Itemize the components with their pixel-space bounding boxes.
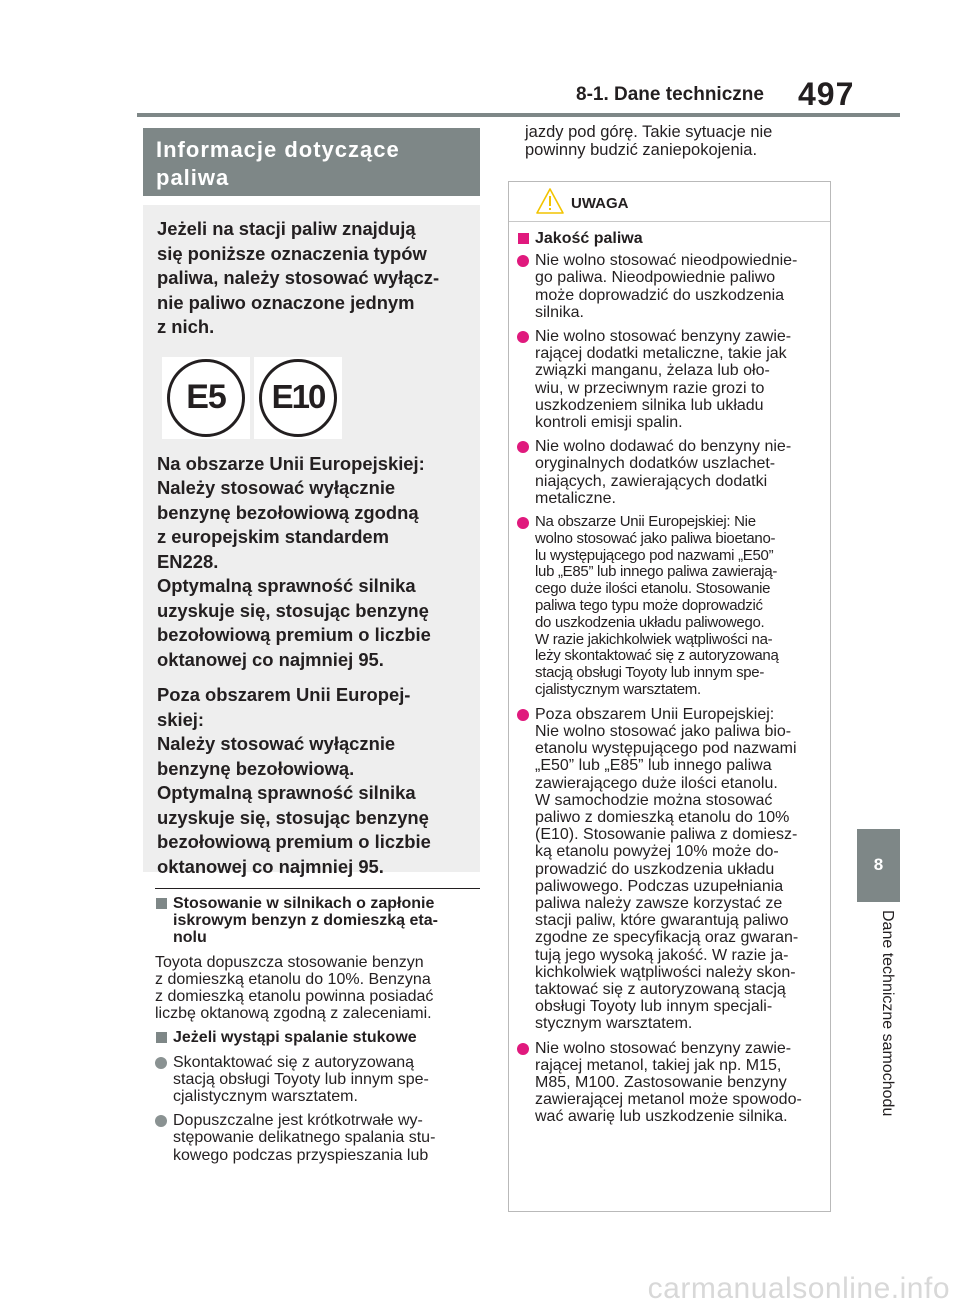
warning-box	[508, 181, 831, 1212]
warning-header	[509, 182, 830, 222]
header-section-title: 8-1. Dane techniczne	[576, 84, 764, 105]
fuel-box-intro: Jeżeli na stacji paliw znajdują się poniższe oznaczenia typów paliwa, należy stosować wyłącz- nie paliwo oznaczone jednym z nich.	[157, 218, 440, 337]
ethanol-section	[155, 895, 480, 1164]
warning-list-item: Na obszarze Unii Europejskiej: Nie wolno stosować jako paliwa bioetano- lu występującego pod nazwami „E50” lub „E85” lub innego paliwa zawierają- cego duże ilości etanolu. Stosowanie paliwa tego typu może doprowadzić do uszkodzenia układu paliwowego. W razie jakichkolwiek wątpliwości na- leży skontaktować się z autoryzowaną stacją obsługi Toyoty lub innym spe- cjalistycznym warsztatem.	[517, 514, 825, 699]
fuel-badges	[162, 357, 466, 439]
warning-list-item: Nie wolno stosować benzyny zawie- rającej metanol, takiej jak np. M15, M85, M100. Zastosowanie benzyny zawierającej metanol może spowodo- wać awarię lub uszkodzenie silnika.	[517, 1040, 825, 1126]
warning-list-item: Nie wolno stosować benzyny zawie- rającej dodatki metaliczne, takie jak związki manganu, żelaza lub oło- wiu, w przeciwnym razie grozi to uszkodzeniem silnika lub układu kontroli emisji spalin.	[517, 328, 825, 431]
knocking-heading: Jeżeli wystąpi spalanie stukowe	[155, 1029, 480, 1046]
section-divider	[155, 888, 480, 889]
ethanol-heading: Stosowanie w silnikach o zapłonie iskrowym benzyn z domieszką eta- nolu	[155, 895, 480, 947]
warning-list-item: Nie wolno dodawać do benzyny nie- oryginalnych dodatków uszlachet- niających, zawierających dodatki metaliczne.	[517, 438, 825, 507]
warning-label: UWAGA	[571, 195, 629, 212]
ethanol-paragraph: Toyota dopuszcza stosowanie benzyn z domieszką etanolu do 10%. Benzyna z domieszką etanolu powinna posiadać liczbę oktanową zgodną z zaleceniami.	[155, 953, 434, 1023]
continued-paragraph: jazdy pod górę. Takie sytuacje nie powinny budzić zaniepokojenia.	[525, 123, 773, 159]
fuel-box-non-eu-text: Poza obszarem Unii Europej- skiej: Należy stosować wyłącznie benzynę bezołowiową. Optymalną sprawność silnika uzyskuje się, stosując benzynę bezołowiową premium o liczbie oktanowej co najmniej 95.	[157, 684, 431, 877]
fuel-badge-e5	[162, 357, 250, 439]
fuel-badge-e5-label: E5	[167, 359, 245, 437]
fuel-box-eu-text: Na obszarze Unii Europejskiej: Należy stosować wyłącznie benzynę bezołowiową zgodną z europejskim standardem EN228. Optymalną sprawność silnika uzyskuje się, stosując benzynę bezołowiową premium o liczbie oktanowej co najmniej 95.	[157, 452, 431, 670]
fuel-badge-e10-label: E10	[259, 359, 337, 437]
warning-body	[509, 222, 830, 1126]
fuel-info-box	[143, 205, 480, 877]
chapter-tab	[857, 829, 900, 902]
watermark: carmanualsonline.info	[647, 1272, 950, 1305]
section-title: Informacje dotyczące paliwa	[143, 128, 480, 196]
warning-list-item: Poza obszarem Unii Europejskiej: Nie wolno stosować jako paliwa bio- etanolu występującego pod nazwami „E50” lub „E85” lub innego paliwa zawierającego duże ilości etanolu. W samochodzie można stosować paliwo z domieszką etanolu do 10% (E10). Stosowanie paliwa z domiesz- ką etanolu powyżej 10% może do- prowadzić do uszkodzenia układu paliwowego. Podczas uzupełniania paliwa należy zawsze korzystać ze stacji paliw, które gwarantują paliwo zgodne ze specyfikacją oraz gwaran- tują jego wysoką jakość. W razie ja- kichkolwiek wątpliwości należy skon- taktować się z autoryzowaną stacją obsługi Toyoty lub innym specjali- stycznym warsztatem.	[517, 706, 825, 1033]
list-item: Dopuszczalne jest krótkotrwałe wy- stępowanie delikatnego spalania stu- kowego podczas przyspieszania lub	[155, 1112, 480, 1164]
page-number: 497	[798, 76, 855, 112]
warning-list-item: Nie wolno stosować nieodpowiednie- go paliwa. Nieodpowiednie paliwo może doprowadzić do uszkodzenia silnika.	[517, 252, 825, 321]
list-item: Skontaktować się z autoryzowaną stacją obsługi Toyoty lub innym spe- cjalistycznym warsztatem.	[155, 1054, 480, 1106]
chapter-tab-label: Dane techniczne samochodu	[879, 910, 896, 1117]
header-divider	[137, 113, 900, 117]
chapter-tab-number: 8	[873, 855, 884, 874]
warning-heading: Jakość paliwa	[517, 230, 825, 247]
fuel-badge-e10	[254, 357, 342, 439]
warning-triangle-icon	[535, 187, 565, 215]
